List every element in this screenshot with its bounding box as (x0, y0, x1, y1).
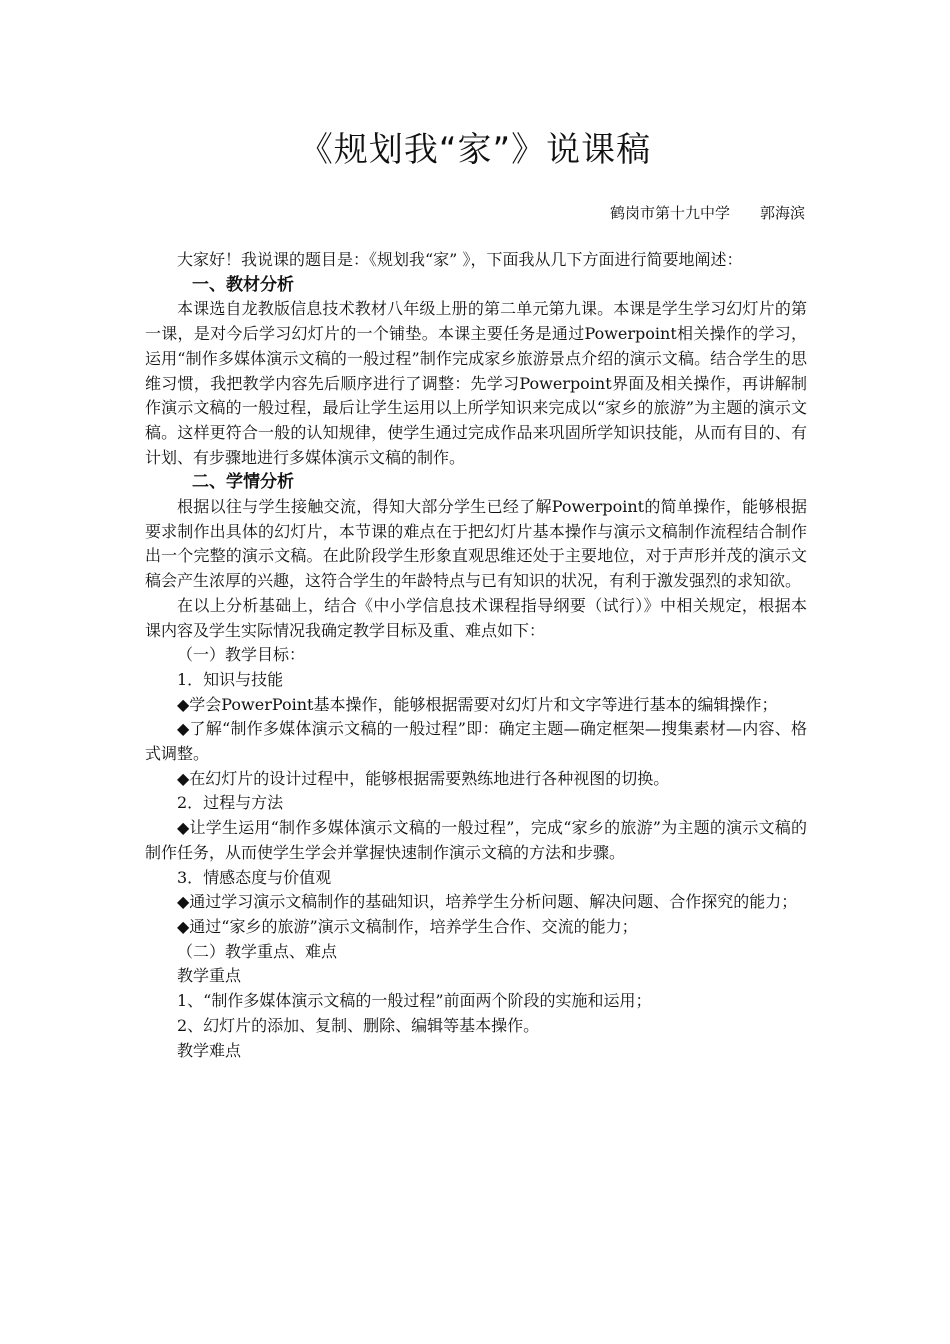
document-title: 《规划我“家”》说课稿 (298, 130, 652, 170)
difficulty-label: 教学难点 (177, 1040, 242, 1060)
teaching-goals-heading: （一）教学目标： (177, 645, 306, 665)
textbook-analysis-paragraph: 本课选自龙教版信息技术教材八年级上册的第二单元第九课。本课是学生学习幻灯片的第一课，是对今后学习幻灯片的一个铺垫。本课主要任务是通过Powerpoint相关操作的学习，运用“制作多媒体演示文稿的一般过程”制作完成家乡旅游景点介绍的演示文稿。结合学生的思维习惯，我把教学内容先后顺序进行了调整：先学习Powerpoint界面及相关操作，再讲解制作演示文稿的一般过程，最后让学生运用以上所学知识来完成以“家乡的旅游”为主题的演示文稿。这样更符合一般的认知规律，使学生通过完成作品来巩固所学知识技能，从而有目的、有计划、有步骤地进行多媒体演示文稿的制作。 (145, 299, 807, 467)
document-body (145, 248, 807, 1063)
author-line: 鹤岗市第十九中学 郭海滨 (609, 204, 805, 222)
process-method-heading: 2．过程与方法 (177, 793, 284, 813)
knowledge-skills-heading: 1．知识与技能 (177, 669, 284, 689)
key-point-item: 2、幻灯片的添加、复制、删除、编辑等基本操作。 (177, 1015, 540, 1035)
key-point-item: 1、“制作多媒体演示文稿的一般过程”前面两个阶段的实施和运用； (177, 991, 652, 1011)
key-difficulty-heading: （二）教学重点、难点 (177, 941, 338, 961)
bullet-item: ◆让学生运用“制作多媒体演示文稿的一般过程”，完成“家乡的旅游”为主题的演示文稿的制作任务，从而使学生学会并掌握快速制作演示文稿的方法和步骤。 (145, 818, 807, 862)
goal-basis-paragraph: 在以上分析基础上，结合《中小学信息技术课程指导纲要（试行）》中相关规定，根据本课内容及学生实际情况我确定教学目标及重、难点如下： (145, 595, 807, 640)
intro-paragraph: 大家好！我说课的题目是：《规划我“家” 》，下面我从几下方面进行简要地阐述： (177, 250, 743, 269)
section-heading-textbook-analysis: 一、教材分析 (192, 274, 294, 295)
bullet-item: ◆了解“制作多媒体演示文稿的一般过程”即：确定主题—确定框架—搜集素材—内容、格式调整。 (145, 719, 807, 764)
bullet-item: ◆学会PowerPoint基本操作，能够根据需要对幻灯片和文字等进行基本的编辑操作； (177, 694, 778, 714)
key-points-label: 教学重点 (177, 966, 242, 986)
emotion-values-heading: 3．情感态度与价值观 (177, 867, 332, 887)
bullet-item: ◆通过学习演示文稿制作的基础知识，培养学生分析问题、解决问题、合作探究的能力； (177, 892, 798, 912)
student-analysis-paragraph: 根据以往与学生接触交流，得知大部分学生已经了解Powerpoint的简单操作，能够根据要求制作出具体的幻灯片，本节课的难点在于把幻灯片基本操作与演示文稿制作流程结合制作出一个完整的演示文稿。在此阶段学生形象直观思维还处于主要地位，对于声形并茂的演示文稿会产生浓厚的兴趣，这符合学生的年龄特点与已有知识的状况，有利于激发强烈的求知欲。 (145, 497, 807, 591)
section-heading-student-analysis: 二、学情分析 (192, 472, 294, 493)
bullet-item: ◆通过“家乡的旅游”演示文稿制作，培养学生合作、交流的能力； (177, 916, 638, 936)
bullet-item: ◆在幻灯片的设计过程中，能够根据需要熟练地进行各种视图的切换。 (177, 768, 670, 788)
